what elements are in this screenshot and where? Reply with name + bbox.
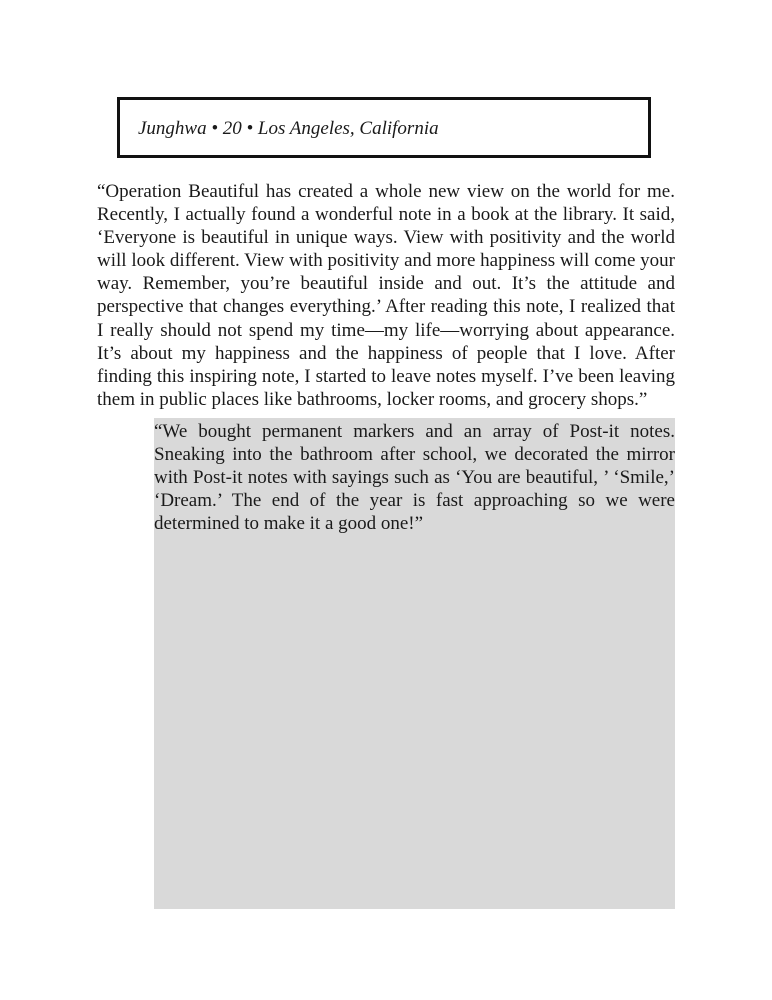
quote-text: “We bought permanent markers and an array of Post-it notes. Sneaking into the bathroom after school, we decorated the mirror with Post-it notes with sayings such as ‘You are beautiful, ’ ‘Smile,’ ‘Dream.’ The end of the year is fast approaching so we were determined to make it a good one!” — [154, 421, 675, 535]
quote-box — [154, 418, 675, 909]
byline-text: Junghwa • 20 • Los Angeles, California — [138, 118, 439, 139]
story-paragraph: “Operation Beautiful has created a whole new view on the world for me. Recently, I actually found a wonderful note in a book at the library. It said, ‘Everyone is beautiful in unique ways. View with positivity and the world will look different. View with positivity and more happiness will come your way. Remember, you’re beautiful inside and out. It’s the attitude and perspective that changes everything.’ After reading this note, I realized that I really should not spend my time—my life—worrying about appearance. It’s about my happiness and the happiness of people that I love. After finding this inspiring note, I started to leave notes myself. I’ve been leaving them in public places like bathrooms, locker rooms, and grocery shops.” — [97, 181, 675, 410]
byline-box — [117, 97, 651, 158]
